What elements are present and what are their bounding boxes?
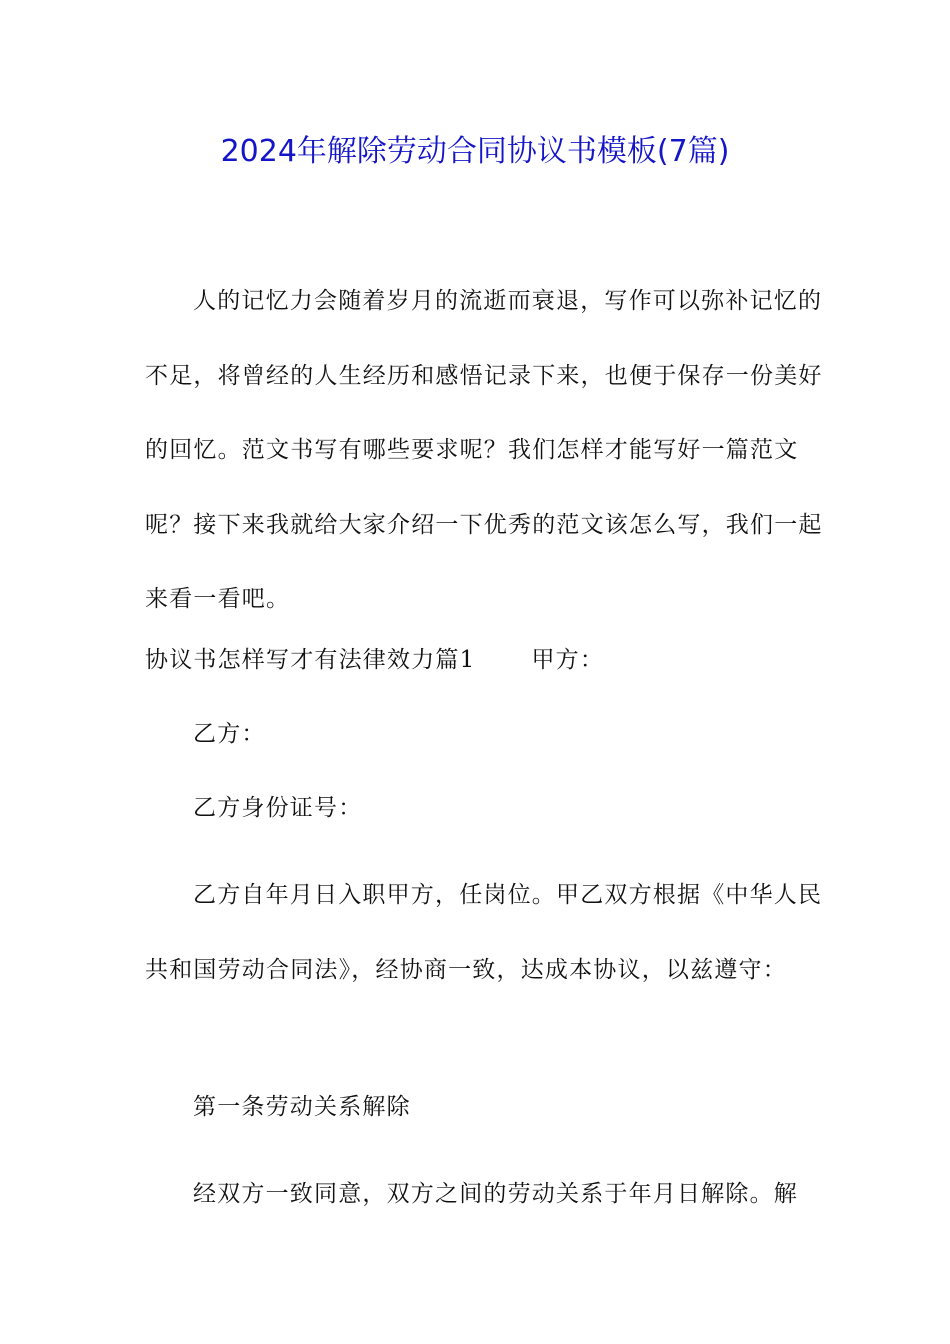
article-1-body: 经双方一致同意，双方之间的劳动关系于年月日解除。解 [193, 1181, 798, 1207]
party-a-label: 甲方： [531, 647, 605, 673]
article-1-title: 第一条劳动关系解除 [193, 1094, 411, 1120]
document-title: 2024年解除劳动合同协议书模板(7篇) [220, 134, 730, 169]
section-heading-line [145, 640, 604, 680]
party-b-id-label: 乙方身份证号： [193, 795, 363, 821]
section-heading: 协议书怎样写才有法律效力篇1 [145, 647, 476, 673]
party-b-label: 乙方： [193, 721, 266, 747]
intro-paragraph: 人的记忆力会随着岁月的流逝而衰退，写作可以弥补记忆的不足，将曾经的人生经历和感悟记录下来，也便于保存一份美好的回忆。范文书写有哪些要求呢？我们怎样才能写好一篇范文呢？接下来我就给大家介绍一下优秀的范文该怎么写，我们一起来看一看吧。 [145, 288, 823, 612]
basis-paragraph: 乙方自年月日入职甲方，任岗位。甲乙双方根据《中华人民共和国劳动合同法》，经协商一致，达成本协议，以兹遵守： [145, 882, 823, 983]
